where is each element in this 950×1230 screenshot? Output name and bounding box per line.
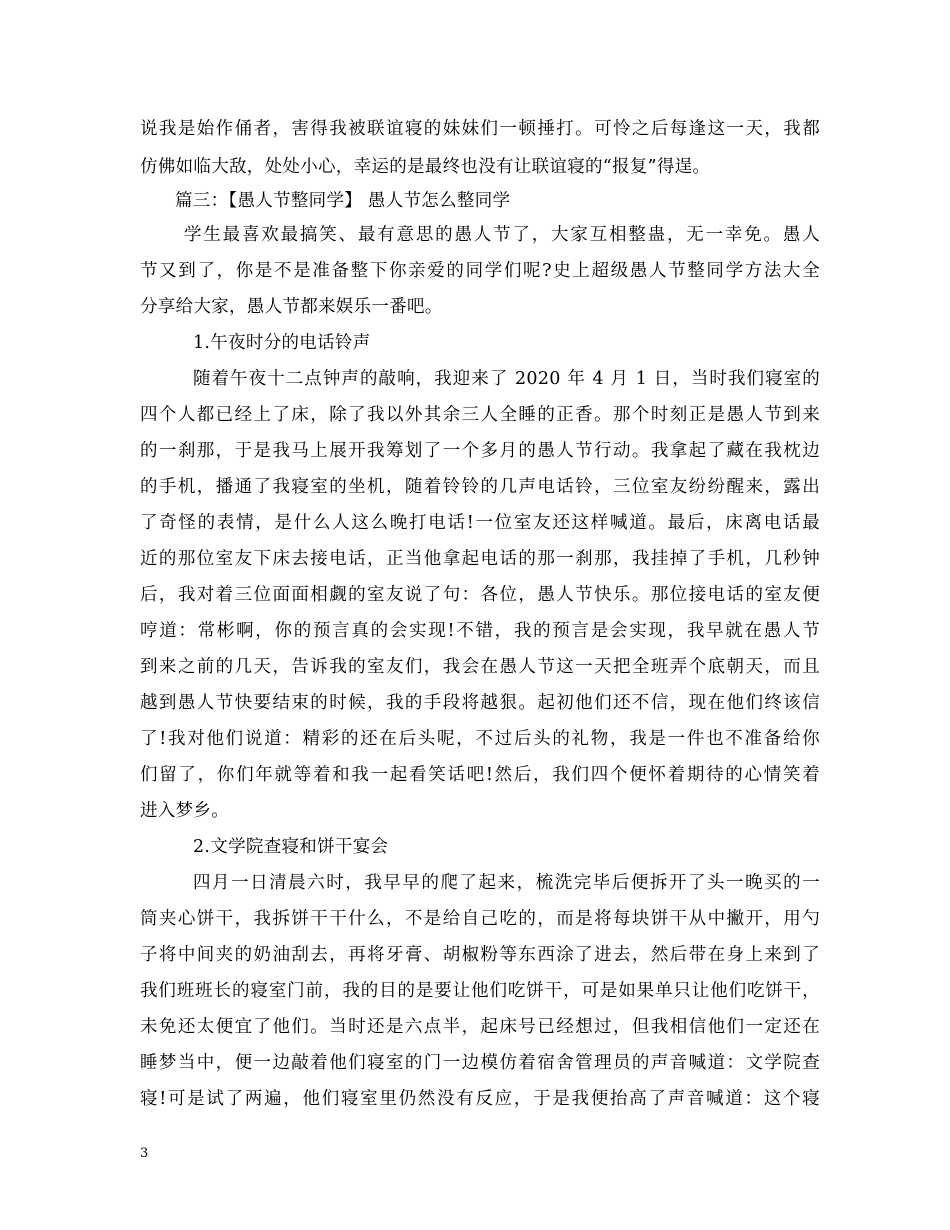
text-line: 未免还太便宜了他们。当时还是六点半，起床号已经想过，但我相信他们一定还在 bbox=[140, 1017, 820, 1037]
text-line: 近的那位室友下床去接电话，正当他拿起电话的那一刹那，我挂掉了手机，几秒钟 bbox=[140, 549, 820, 569]
text-line: 节又到了，你是不是准备整下你亲爱的同学们呢?史上超级愚人节整同学方法大全 bbox=[140, 261, 820, 281]
text-line: 们留了，你们年就等着和我一起看笑话吧!然后，我们四个便怀着期待的心情笑着 bbox=[140, 765, 820, 785]
section-heading: 篇三：【愚人节整同学】 愚人节怎么整同学 bbox=[175, 191, 511, 211]
text-line: 睡梦当中，便一边敲着他们寝室的门一边模仿着宿舍管理员的声音喊道：文学院查 bbox=[140, 1053, 820, 1073]
text-line: 进入梦乡。 bbox=[140, 801, 229, 821]
text-line: 学生最喜欢最搞笑、最有意思的愚人节了，大家互相整蛊，无一幸免。愚人 bbox=[184, 225, 820, 245]
text-line: 说我是始作俑者，害得我被联谊寝的妹妹们一顿捶打。可怜之后每逢这一天，我都 bbox=[140, 119, 820, 139]
text-line: 到来之前的几天，告诉我的室友们，我会在愚人节这一天把全班弄个底朝天，而且 bbox=[140, 657, 820, 677]
text-line: 四月一日清晨六时，我早早的爬了起来，梳洗完毕后便拆开了头一晚买的一 bbox=[193, 873, 820, 893]
text-line: 后，我对着三位面面相觑的室友说了句：各位，愚人节快乐。那位接电话的室友便 bbox=[140, 585, 820, 605]
text-line: 的一刹那，于是我马上展开我筹划了一个多月的愚人节行动。我拿起了藏在我枕边 bbox=[140, 441, 820, 461]
text-line: 了!我对他们说道：精彩的还在后头呢，不过后头的礼物，我是一件也不准备给你 bbox=[140, 729, 820, 749]
text-line: 寝!可是试了两遍，他们寝室里仍然没有反应，于是我便抬高了声音喊道：这个寝 bbox=[140, 1089, 820, 1109]
page-number: 3 bbox=[140, 1146, 149, 1161]
text-line: 越到愚人节快要结束的时候，我的手段将越狠。起初他们还不信，现在他们终该信 bbox=[140, 693, 820, 713]
subheading: 2.文学院查寝和饼干宴会 bbox=[193, 837, 389, 857]
text-line: 随着午夜十二点钟声的敲响，我迎来了 2020 年 4 月 1 日，当时我们寝室的 bbox=[193, 369, 820, 389]
text-line: 哼道：常彬啊，你的预言真的会实现!不错，我的预言是会实现，我早就在愚人节 bbox=[140, 621, 820, 641]
subheading: 1.午夜时分的电话铃声 bbox=[193, 333, 371, 353]
text-line: 我们班班长的寝室门前，我的目的是要让他们吃饼干，可是如果单只让他们吃饼干， bbox=[140, 981, 820, 1001]
text-line: 筒夹心饼干，我拆饼干干什么，不是给自己吃的，而是将每块饼干从中撇开，用勺 bbox=[140, 909, 820, 929]
text-line: 仿佛如临大敌，处处小心，幸运的是最终也没有让联谊寝的“报复”得逞。 bbox=[140, 157, 711, 177]
text-line: 分享给大家，愚人节都来娱乐一番吧。 bbox=[140, 297, 443, 317]
text-line: 四个人都已经上了床，除了我以外其余三人全睡的正香。那个时刻正是愚人节到来 bbox=[140, 405, 820, 425]
text-line: 的手机，播通了我寝室的坐机，随着铃铃的几声电话铃，三位室友纷纷醒来，露出 bbox=[140, 477, 820, 497]
text-line: 子将中间夹的奶油刮去，再将牙膏、胡椒粉等东西涂了进去，然后带在身上来到了 bbox=[140, 945, 820, 965]
text-line: 了奇怪的表情，是什么人这么晚打电话!一位室友还这样喊道。最后，床离电话最 bbox=[140, 513, 820, 533]
